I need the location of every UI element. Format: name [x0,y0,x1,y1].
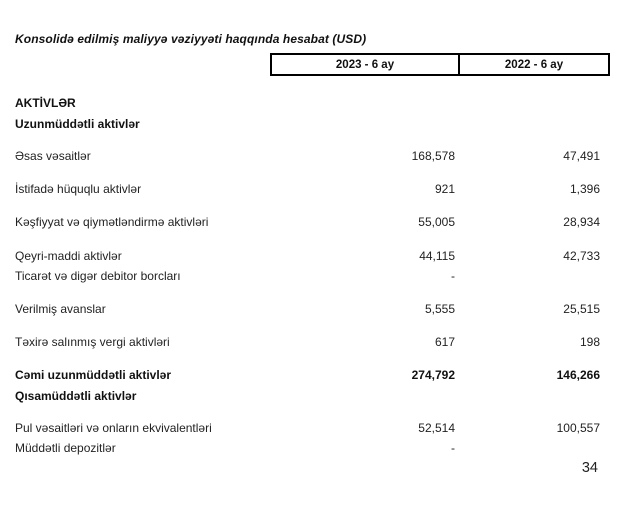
value-2023 [270,389,460,404]
row-label: Ticarət və digər debitor borcları [15,269,181,283]
value-2022: 42,733 [563,249,600,263]
value-2022: 146,266 [556,368,600,382]
table-row [15,302,610,317]
value-2023: - [451,441,455,455]
statement-table [15,96,610,456]
row-label: Cəmi uzunmüddətli aktivlər [15,368,172,382]
table-row [15,149,610,164]
row-label: İstifadə hüquqlu aktivlər [15,182,142,196]
value-2022: 100,557 [556,421,600,435]
table-row-total-noncurrent [15,368,610,383]
table-row [15,421,610,436]
column-header-2023: 2023 - 6 ay [272,55,460,74]
section-heading-label: AKTİVLƏR [15,96,76,110]
period-column-headers [270,53,610,76]
section-heading-current [15,389,610,404]
row-label: Təxirə salınmış vergi aktivləri [15,335,170,349]
value-2022: 47,491 [563,149,600,163]
row-label: Pul vəsaitləri və onların ekvivalentləri [15,421,212,435]
value-2022 [460,441,610,456]
table-row [15,269,610,284]
table-row [15,249,610,264]
value-2023: - [451,269,455,283]
value-2023: 617 [434,335,455,349]
value-2023: 5,555 [424,302,455,316]
value-2022 [460,389,610,404]
value-2023: 274,792 [411,368,455,382]
value-2022: 1,396 [569,182,600,196]
value-2023: 44,115 [419,249,455,263]
table-row [15,335,610,350]
value-2023: 168,578 [411,149,455,163]
table-row [15,441,610,456]
table-row [15,215,610,230]
section-heading-label: Uzunmüddətli aktivlər [15,117,140,131]
row-label: Kəşfiyyat və qiymətləndirmə aktivləri [15,215,209,229]
value-2022: 28,934 [563,215,600,229]
row-label: Qeyri-maddi aktivlər [15,249,122,263]
section-heading-label: Qısamüddətli aktivlər [15,389,137,403]
row-label: Əsas vəsaitlər [15,149,91,163]
value-2022: 25,515 [563,302,600,316]
page-number: 34 [581,460,598,476]
value-2022 [460,269,610,284]
value-2023: 921 [434,182,455,196]
value-2023: 52,514 [418,421,455,435]
section-heading-noncurrent [15,117,610,132]
row-label: Verilmiş avanslar [15,302,106,316]
row-label: Müddətli depozitlər [15,441,116,455]
section-heading-assets [15,96,610,111]
table-row [15,182,610,197]
column-header-2022: 2022 - 6 ay [504,58,564,71]
value-2023: 55,005 [418,215,455,229]
report-title: Konsolidə edilmiş maliyyə vəziyyəti haqqında hesabat (USD) [15,32,367,46]
value-2022: 198 [579,335,600,349]
